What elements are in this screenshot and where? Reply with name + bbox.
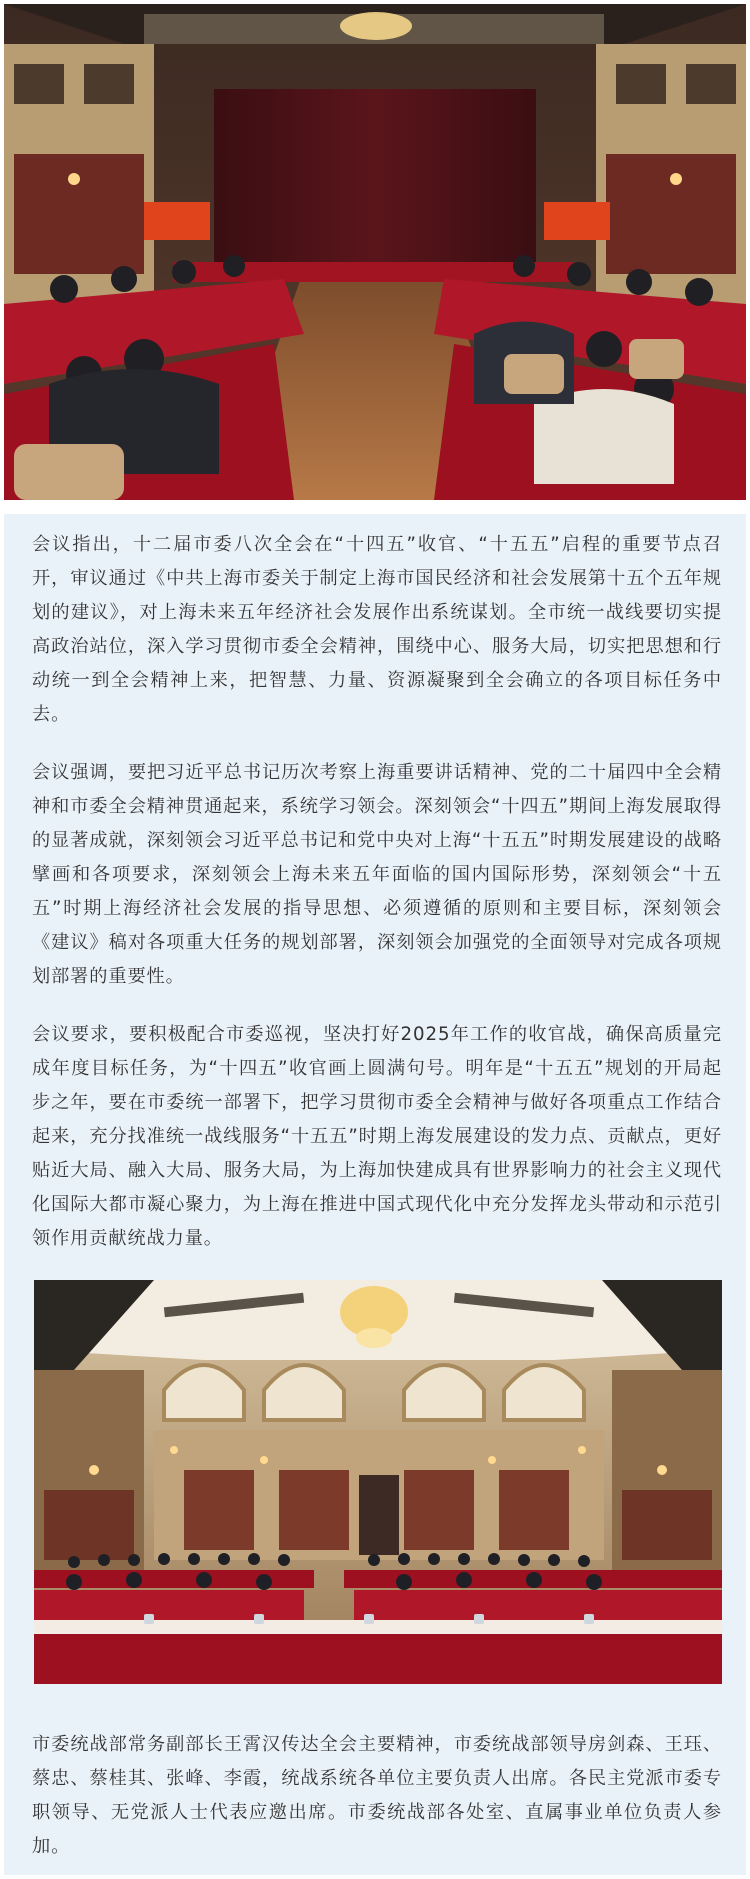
- article-panel: [4, 514, 746, 1875]
- meeting-photo-hall-wide-image: [34, 1280, 722, 1684]
- meeting-photo-hall-closeup-image: [4, 4, 746, 500]
- article-paragraph: 会议要求，要积极配合市委巡视，坚决打好2025年工作的收官战，确保高质量完成年度目标任务，为“十四五”收官画上圆满句号。明年是“十五五”规划的开局起步之年，要在市委统一部署下，把学习贯彻市委全会精神与做好各项重点工作结合起来，充分找准统一战线服务“十五五”时期上海发展建设的发力点、贡献点，更好贴近大局、融入大局、服务大局，为上海加快建成具有世界影响力的社会主义现代化国际大都市凝心聚力，为上海在推进中国式现代化中充分发挥龙头带动和示范引领作用贡献统战力量。: [32, 1024, 722, 1249]
- meeting-photo-hall-closeup: [4, 4, 746, 500]
- article-paragraph: 市委统战部常务副部长王霄汉传达全会主要精神，市委统战部领导房剑森、王珏、蔡忠、蔡桂其、张峰、李霞，统战系统各单位主要负责人出席。各民主党派市委专职领导、无党派人士代表应邀出席。市委统战部各处室、直属事业单位负责人参加。: [32, 1734, 722, 1857]
- article-paragraph: 会议指出，十二届市委八次全会在“十四五”收官、“十五五”启程的重要节点召开，审议通过《中共上海市委关于制定上海市国民经济和社会发展第十五个五年规划的建议》，对上海未来五年经济社会发展作出系统谋划。全市统一战线要切实提高政治站位，深入学习贯彻市委全会精神，围绕中心、服务大局，切实把思想和行动统一到全会精神上来，把智慧、力量、资源凝聚到全会确立的各项目标任务中去。: [32, 534, 722, 725]
- meeting-photo-hall-wide: [34, 1280, 722, 1684]
- article-paragraph: 会议强调，要把习近平总书记历次考察上海重要讲话精神、党的二十届四中全会精神和市委全会精神贯通起来，系统学习领会。深刻领会“十四五”期间上海发展取得的显著成就，深刻领会习近平总书记和党中央对上海“十五五”时期发展建设的战略擘画和各项要求，深刻领会上海未来五年面临的国内国际形势，深刻领会“十五五”时期上海经济社会发展的指导思想、必须遵循的原则和主要目标，深刻领会《建议》稿对各项重大任务的规划部署，深刻领会加强党的全面领导对完成各项规划部署的重要性。: [32, 762, 722, 987]
